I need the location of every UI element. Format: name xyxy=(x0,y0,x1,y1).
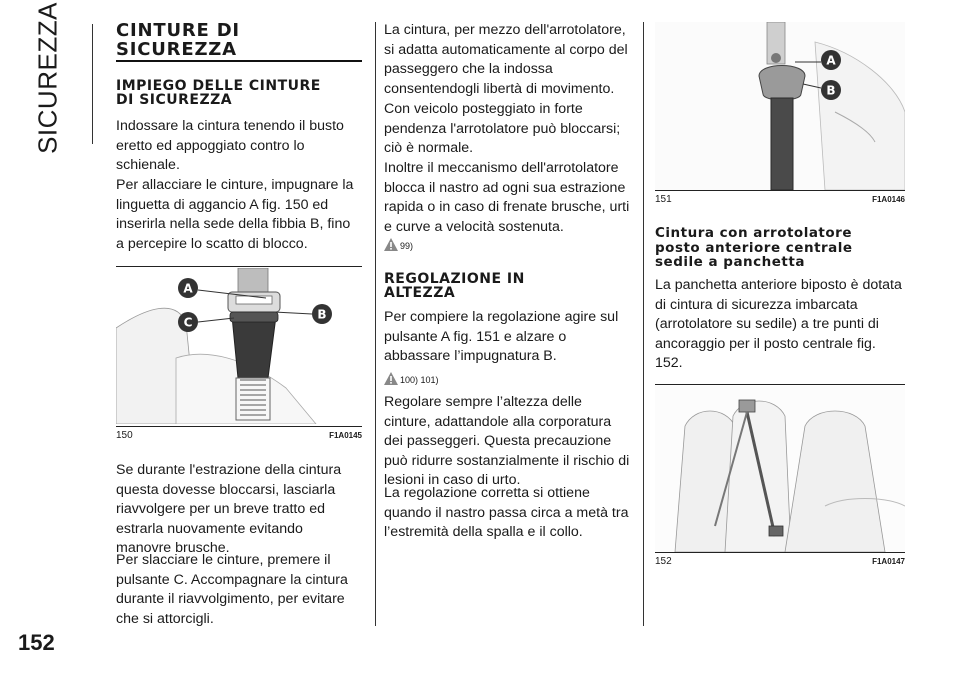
callout-b: B xyxy=(317,307,327,322)
paragraph: La panchetta anteriore biposto è dotata di cintura di sicurezza imbarcata (arrotolatore su sedile) a tre punti di ancoraggio per il posto centrale fig. 152. xyxy=(655,277,902,371)
figure-caption-rule xyxy=(655,552,905,553)
side-tab-divider xyxy=(92,24,93,144)
warning-reference xyxy=(384,372,439,385)
section-title: CINTURE DI SICUREZZA xyxy=(116,20,240,60)
page-number: 152 xyxy=(18,630,55,655)
figure-150 xyxy=(116,266,362,442)
section-side-tab xyxy=(18,2,78,154)
figure-code: F1A0145 xyxy=(329,431,362,440)
figure-code: F1A0147 xyxy=(872,557,905,566)
paragraph: Indossare la cintura tenendo il busto eretto ed appoggiato contro lo schienale. xyxy=(116,118,344,173)
figure-caption-rule xyxy=(116,426,362,427)
paragraph: La cintura, per mezzo dell'arrotolatore, si adatta automaticamente al corpo del passeggero che la indossa consentendogli libertà di movimento. xyxy=(384,22,628,97)
callout-a: A xyxy=(183,281,193,296)
bench-seat-illustration xyxy=(655,386,905,552)
subsection-title: Cintura con arrotolatore posto anteriore centrale sedile a panchetta xyxy=(655,225,853,270)
paragraph: Per compiere la regolazione agire sul pulsante A fig. 151 e alzare o abbassare l’impugnatura B. xyxy=(384,309,619,364)
figure-code: F1A0146 xyxy=(872,195,905,204)
warning-ref-text: 100) 101) xyxy=(400,375,439,385)
figure-caption-rule xyxy=(655,190,905,191)
seatbelt-height-adjuster-illustration xyxy=(655,22,905,190)
figure-number: 151 xyxy=(655,194,672,205)
warning-icon xyxy=(384,372,398,385)
callout-c: C xyxy=(183,315,193,330)
paragraph: Se durante l'estrazione della cintura questa dovesse bloccarsi, lasciarla riavvolgere per un breve tratto ed estrarla nuovamente evitando manovre brusche. xyxy=(116,462,342,556)
seatbelt-buckle-illustration xyxy=(116,268,362,424)
paragraph: Con veicolo posteggiato in forte pendenza l'arrotolatore può bloccarsi; ciò è normale. xyxy=(384,101,621,156)
figure-number: 152 xyxy=(655,556,672,567)
paragraph: Per slacciare le cinture, premere il pulsante C. Accompagnare la cintura durante il riavvolgimento, per evitare che si attorcigli. xyxy=(116,552,348,627)
subsection-title: REGOLAZIONE IN ALTEZZA xyxy=(384,271,525,301)
figure-top-rule xyxy=(116,266,362,267)
warning-reference xyxy=(384,238,413,251)
column-divider-2 xyxy=(643,22,644,626)
figure-top-rule xyxy=(655,384,905,385)
callout-b: B xyxy=(826,83,836,98)
figure-152 xyxy=(655,384,905,572)
callout-a: A xyxy=(826,53,836,68)
section-tab-label: SICUREZZA xyxy=(32,2,63,154)
paragraph: La regolazione corretta si ottiene quando il nastro passa circa a metà tra l’estremità della spalla e il collo. xyxy=(384,485,629,540)
column-divider-1 xyxy=(375,22,376,626)
paragraph: Inoltre il meccanismo dell'arrotolatore blocca il nastro ad ogni sua estrazione rapida o in caso di frenate brusche, urti e curve a velocità sostenuta. xyxy=(384,160,630,235)
figure-number: 150 xyxy=(116,430,133,441)
paragraph: Regolare sempre l’altezza delle cinture, adattandole alla corporatura dei passeggeri. Questa precauzione può ridurre sostanzialmente il rischio di lesioni in caso di urto. xyxy=(384,394,630,488)
title-underline xyxy=(116,60,362,62)
figure-151 xyxy=(655,22,905,208)
warning-icon xyxy=(384,238,398,251)
subsection-title: IMPIEGO DELLE CINTURE DI SICUREZZA xyxy=(116,78,321,108)
paragraph: Per allacciare le cinture, impugnare la linguetta di aggancio A fig. 150 ed inserirla nella sede della fibbia B, fino a percepire lo scatto di blocco. xyxy=(116,177,354,252)
warning-ref-text: 99) xyxy=(400,241,414,251)
